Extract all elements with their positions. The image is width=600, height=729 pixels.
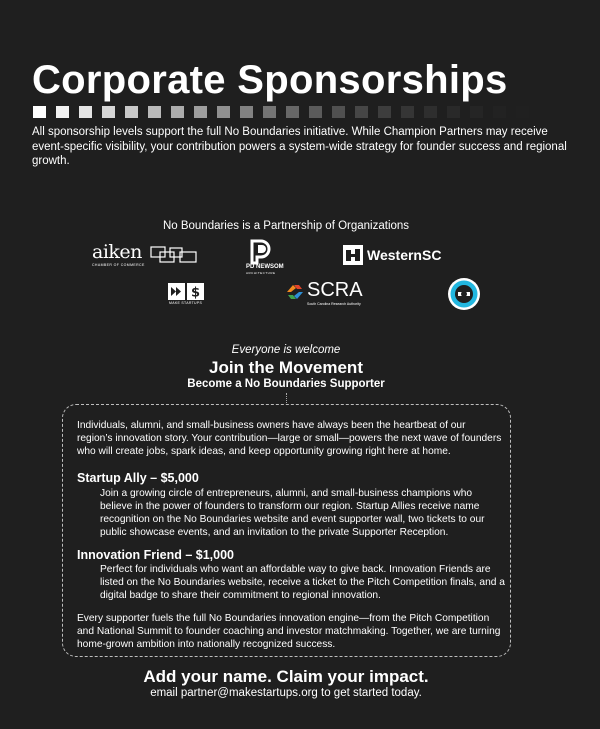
- join-movement-heading: Join the Movement: [209, 358, 363, 377]
- aiken-logo-wordmark: aiken: [92, 241, 142, 263]
- square: [125, 106, 138, 118]
- scra-swirl-icon: [285, 282, 305, 302]
- western-sc-mark-icon: [343, 245, 363, 265]
- square: [470, 106, 483, 118]
- square: [378, 106, 391, 118]
- square: [286, 106, 299, 118]
- scra-subtitle: South Carolina Research Authority: [307, 302, 361, 306]
- tier-description-startup-ally: Join a growing circle of entrepreneurs, alumni, and small-business champions who believe in the power of founders to transform our region. Startup Allies receive name recognition on the No Boundaries website and event supporter wall, two tickets to our public showcase events, and an invitation to the private Supporter Reception.: [100, 488, 485, 538]
- fast-forward-dollar-icon: [168, 283, 204, 300]
- square: [309, 106, 322, 118]
- square: [493, 106, 506, 118]
- western-sc-logo: [343, 243, 447, 267]
- square: [447, 106, 460, 118]
- sponsorship-intro: All sponsorship levels support the full No Boundaries initiative. While Champion Partners may receive event-specific visibility, your contribution powers a system-wide strategy for founder success and regional growth.: [32, 126, 567, 167]
- make-startups-subtitle: MAKE STARTUPS: [169, 301, 203, 305]
- pd-newsom-logo: [246, 239, 294, 275]
- pd-logo-name: PD NEWSOM: [246, 264, 284, 270]
- square: [33, 106, 46, 118]
- seal-icon: [447, 277, 481, 311]
- square: [424, 106, 437, 118]
- supporter-intro-paragraph: Individuals, alumni, and small-business owners have always been the heartbeat of our region’s innovation story. Your contribution—large or small—powers the next wave of founders who will create jobs, spark ideas, and keep opportunity growing right here at home.: [77, 420, 502, 457]
- western-sc-wordmark: WesternSC: [367, 247, 442, 263]
- make-startups-logo: [166, 283, 206, 307]
- square: [401, 106, 414, 118]
- aiken-logo-subtitle: CHAMBER OF COMMERCE: [92, 263, 145, 267]
- cta-headline: Add your name. Claim your impact.: [143, 667, 429, 686]
- square: [332, 106, 345, 118]
- square: [79, 106, 92, 118]
- square: [240, 106, 253, 118]
- tier-description-innovation-friend: Perfect for individuals who want an affordable way to give back. Innovation Friends are listed on the No Boundaries website, receive a ticket to the Pitch Competition finals, and a digital badge to share their commitment to regional innovation.: [100, 564, 505, 601]
- tier-title-innovation-friend: Innovation Friend – $1,000: [77, 548, 234, 562]
- scra-wordmark: SCRA: [307, 279, 363, 301]
- dotted-connector: [286, 393, 287, 403]
- square: [516, 106, 529, 118]
- square: [148, 106, 161, 118]
- tier-title-startup-ally: Startup Ally – $5,000: [77, 471, 199, 485]
- aiken-chamber-logo: [92, 242, 200, 272]
- cta-contact: email partner@makestartups.org to get started today.: [150, 687, 422, 699]
- supporter-closing-paragraph: Every supporter fuels the full No Boundaries innovation engine—from the Pitch Competition and National Summit to founder coaching and investor matchmaking. Together, we are turning home-grown ambition into nationally recognized success.: [77, 613, 501, 650]
- square: [539, 106, 552, 118]
- become-supporter-subheading: Become a No Boundaries Supporter: [187, 378, 385, 390]
- partners-heading: No Boundaries is a Partnership of Organizations: [162, 220, 410, 232]
- svg-text:$: $: [190, 285, 201, 300]
- everyone-welcome-tagline: Everyone is welcome: [231, 344, 341, 356]
- square: [171, 106, 184, 118]
- square: [56, 106, 69, 118]
- scra-logo: [285, 280, 375, 310]
- square: [355, 106, 368, 118]
- square: [263, 106, 276, 118]
- square: [194, 106, 207, 118]
- circular-seal-logo: [447, 277, 481, 311]
- square: [217, 106, 230, 118]
- page-title: Corporate Sponsorships: [32, 58, 508, 102]
- aiken-boxes-icon: [150, 246, 198, 264]
- pd-monogram-icon: [249, 239, 275, 265]
- pd-logo-subtitle: ARCHITECTURE: [246, 271, 276, 275]
- square: [562, 106, 575, 118]
- supporter-tiers-box: [62, 404, 511, 657]
- square: [102, 106, 115, 118]
- decorative-square-strip: [33, 106, 575, 118]
